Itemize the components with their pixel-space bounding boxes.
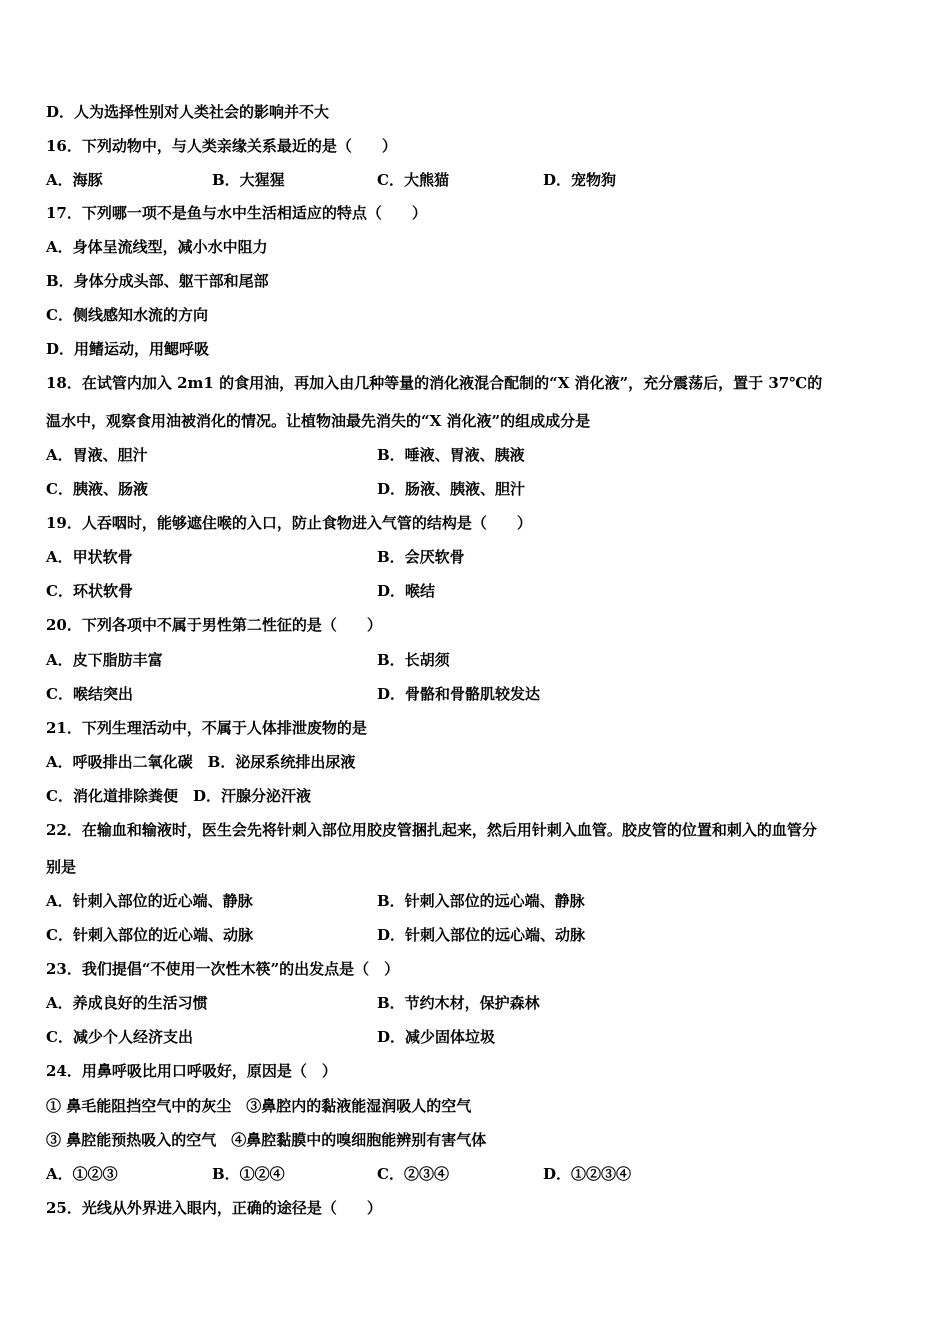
- question-18-line2: 温水中，观察食用油被消化的情况。让植物油最先消失的“X 消化液”的组成成分是: [46, 412, 591, 430]
- option-b: B．会厌软骨: [377, 548, 465, 566]
- option-a: A．海豚: [46, 171, 103, 189]
- option-d: D．针刺入部位的远心端、动脉: [377, 926, 586, 944]
- option-b: B．节约木材，保护森林: [377, 994, 540, 1012]
- option-a: A．皮下脂肪丰富: [46, 651, 163, 669]
- option-d: D．①②③④: [543, 1165, 632, 1183]
- option-d: D．宠物狗: [543, 171, 617, 189]
- question-22-line2: 别是: [46, 858, 77, 876]
- question-17: 17．下列哪一项不是鱼与水中生活相适应的特点（ ）: [46, 204, 427, 222]
- option-b: B．身体分成头部、躯干部和尾部: [46, 272, 269, 290]
- option-d: D．喉结: [377, 582, 436, 600]
- option-c: C．喉结突出: [46, 685, 133, 703]
- statement-24-2: ③ 鼻腔能预热吸入的空气 ④鼻腔黏膜中的嗅细胞能辨别有害气体: [46, 1131, 487, 1149]
- option-a: A．养成良好的生活习惯: [46, 994, 208, 1012]
- options-21-cd: C．消化道排除粪便 D．汗腺分泌汗液: [46, 787, 311, 805]
- statement-24-1: ① 鼻毛能阻挡空气中的灰尘 ③鼻腔内的黏液能湿润吸人的空气: [46, 1097, 472, 1115]
- question-16: 16．下列动物中，与人类亲缘关系最近的是（ ）: [46, 137, 397, 155]
- question-20: 20．下列各项中不属于男性第二性征的是（ ）: [46, 616, 382, 634]
- option-b: B．①②④: [212, 1165, 285, 1183]
- option-a: A．甲状软骨: [46, 548, 133, 566]
- options-21-ab: A．呼吸排出二氧化碳 B．泌尿系统排出尿液: [46, 753, 356, 771]
- question-19: 19．人吞咽时，能够遮住喉的入口，防止食物进入气管的结构是（ ）: [46, 514, 532, 532]
- option-c: C．胰液、肠液: [46, 480, 148, 498]
- option-a: A．①②③: [46, 1165, 118, 1183]
- option-c: C．针刺入部位的近心端、动脉: [46, 926, 253, 944]
- option-d: D．减少固体垃圾: [377, 1028, 496, 1046]
- option-b: B．针刺入部位的远心端、静脉: [377, 892, 585, 910]
- option-c: C．大熊猫: [377, 171, 449, 189]
- option-b: B．唾液、胃液、胰液: [377, 446, 525, 464]
- option-d: D．用鳍运动，用鳃呼吸: [46, 340, 210, 358]
- question-25: 25．光线从外界进入眼内，正确的途径是（ ）: [46, 1199, 382, 1217]
- question-24: 24．用鼻呼吸比用口呼吸好，原因是（ ）: [46, 1062, 337, 1080]
- question-21: 21．下列生理活动中，不属于人体排泄废物的是: [46, 719, 367, 737]
- option-c: C．减少个人经济支出: [46, 1028, 193, 1046]
- option-a: A．针刺入部位的近心端、静脉: [46, 892, 253, 910]
- option-d: D．肠液、胰液、胆汁: [377, 480, 526, 498]
- option-b: B．长胡须: [377, 651, 450, 669]
- option-b: B．大猩猩: [212, 171, 285, 189]
- option-a: A．身体呈流线型，减小水中阻力: [46, 238, 268, 256]
- question-23: 23．我们提倡“不使用一次性木筷”的出发点是（ ）: [46, 960, 400, 978]
- question-22-line1: 22．在输血和输液时，医生会先将针刺入部位用胶皮管捆扎起来，然后用针刺入血管。胶皮管的位置和刺入的血管分: [46, 821, 817, 839]
- option-c: C．环状软骨: [46, 582, 133, 600]
- option-c: C．侧线感知水流的方向: [46, 306, 208, 324]
- option-d: D．骨骼和骨骼肌较发达: [377, 685, 541, 703]
- option-line: D．人为选择性别对人类社会的影响并不大: [46, 103, 330, 121]
- option-a: A．胃液、胆汁: [46, 446, 148, 464]
- question-18-line1: 18．在试管内加入 2m1 的食用油，再加入由几种等量的消化液混合配制的“X 消化液”，充分震荡后，置于 37℃的: [46, 374, 823, 392]
- option-c: C．②③④: [377, 1165, 449, 1183]
